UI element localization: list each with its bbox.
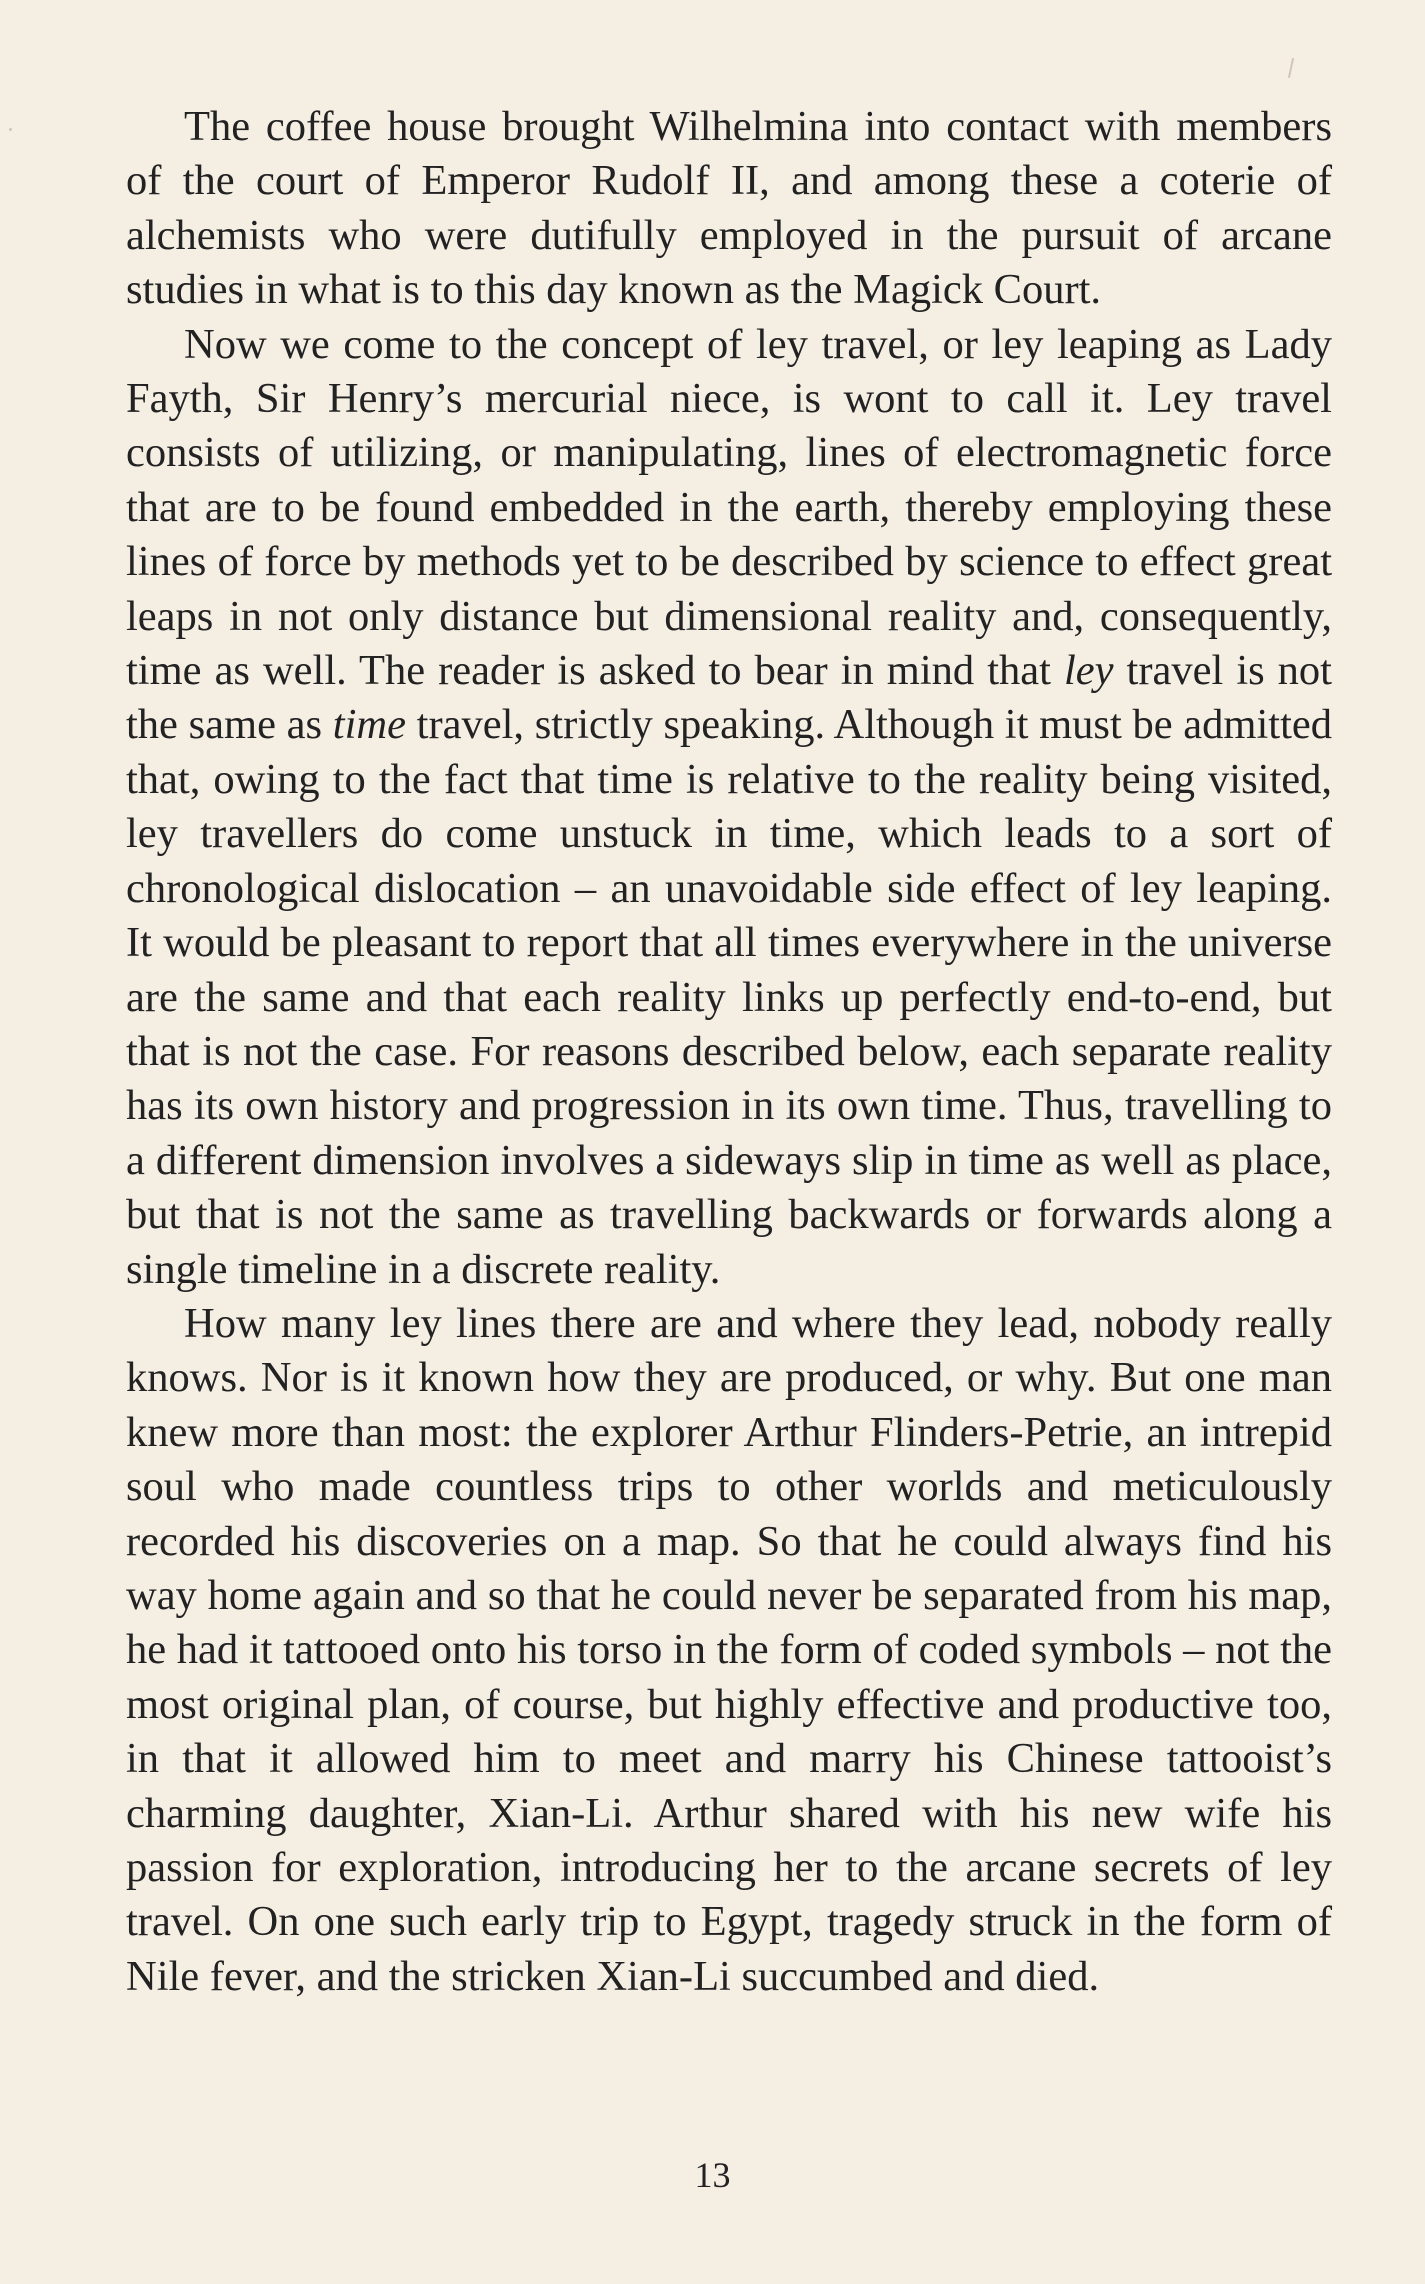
italic-text-run: ley (1063, 647, 1114, 695)
scan-speck (9, 128, 12, 131)
paragraph (126, 1297, 1332, 2004)
scan-speck (1288, 58, 1294, 78)
body-text (126, 100, 1332, 2004)
text-run: travel is not the same as (126, 647, 1332, 749)
text-run: How many ley lines there are and where they lead, nobody really knows. Nor is it known how they are produced, or why. But one man knew more than most: the explorer Arthur Flinders-Petrie, an intrepid soul who made countless trips to other worlds and meticulously recorded his discoveries on a map. So that he could always find his way home again and so that he could never be separated from his map, he had it tattooed onto his torso in the form of coded symbols – not the most original plan, of course, but highly effective and productive too, in that it allowed him to meet and marry his Chinese tattooist’s charming daughter, Xian-Li. Arthur shared with his new wife his passion for exploration, introducing her to the arcane secrets of ley travel. On one such early trip to Egypt, tragedy struck in the form of Nile fever, and the stricken Xian-Li succumbed and died. (126, 1299, 1332, 2000)
paragraph (126, 318, 1332, 1297)
text-run: travel, strictly speaking. Although it must be admitted that, owing to the fact that time is relative to the reality being visited, ley travellers do come unstuck in time, which leads to a sort of chronological dislocation – an unavoidable side effect of ley leaping. It would be pleasant to report that all times everywhere in the universe are the same and that each reality links up perfectly end-to-end, but that is not the case. For reasons described below, each separate reality has its own history and progression in its own time. Thus, travelling to a different dimension involves a sideways slip in time as well as place, but that is not the same as travelling backwards or forwards along a single timeline in a discrete reality. (126, 701, 1332, 1293)
italic-text-run: time (332, 701, 406, 749)
text-run: Now we come to the concept of ley travel, or ley leaping as Lady Fayth, Sir Henry’s mercurial niece, is wont to call it. Ley travel consists of utilizing, or manipulating, lines of electromagnetic force that are to be found embedded in the earth, thereby employing these lines of force by methods yet to be described by science to effect great leaps in not only distance but dimensional reality and, consequently, time as well. The reader is asked to bear in mind that (126, 320, 1332, 695)
page-number: 13 (694, 2155, 731, 2195)
paragraph (126, 100, 1332, 318)
text-run: The coffee house brought Wilhelmina into contact with members of the court of Emperor Rudolf II, and among these a coterie of alchemists who were dutifully employed in the pursuit of arcane studies in what is to this day known as the Magick Court. (126, 103, 1332, 314)
